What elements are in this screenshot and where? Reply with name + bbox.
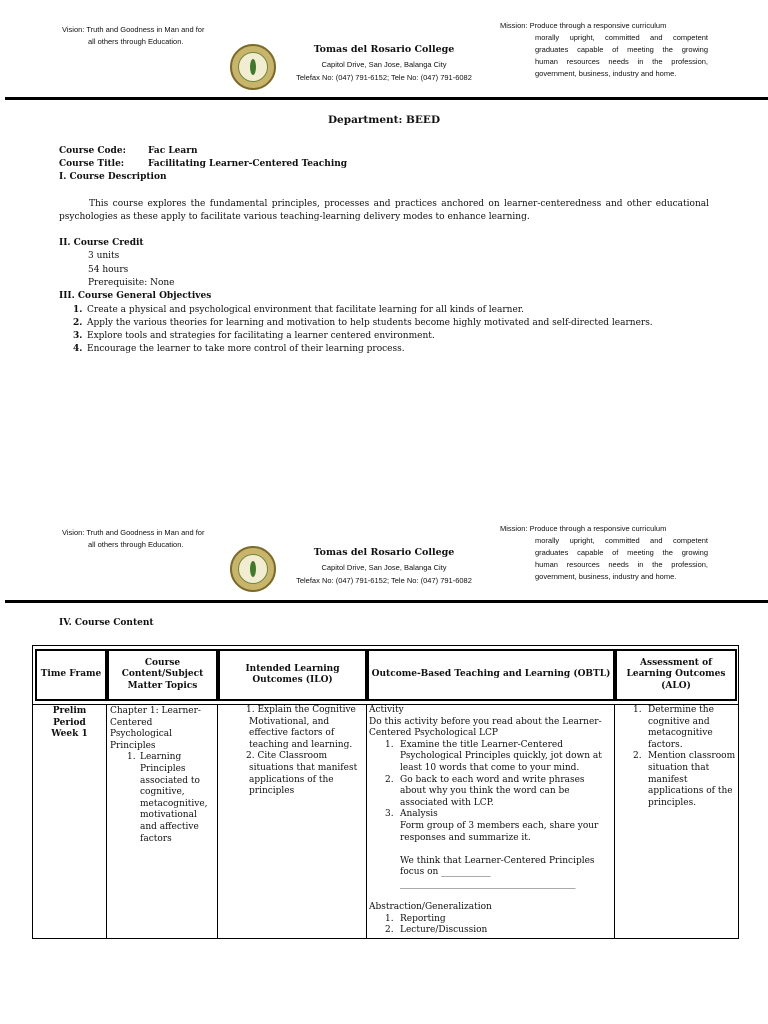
college-address: Capitol Drive, San Jose, Balanga City	[321, 563, 447, 572]
alo-item: 1. Determine the cognitive and metacognitive factors.	[633, 705, 714, 750]
course-title-label: Course Title:	[59, 159, 125, 169]
obtl-cell	[369, 705, 613, 937]
column-header-alo: Assessment of Learning Outcomes (ALO)	[615, 649, 737, 701]
abstraction-item: 2. Lecture/Discussion	[385, 925, 488, 936]
vision-statement: Vision: Truth and Goodness in Man and for all others through Education.	[62, 25, 205, 46]
credit-hours: 54 hours	[88, 265, 129, 275]
column-divider	[366, 704, 367, 938]
course-description: This course explores the fundamental principles, processes and practices anchored on learner-centeredness and other educational psychologies as these apply to facilitate various teaching-learning delivery modes to enhance learning.	[59, 199, 709, 222]
abstraction-label: Abstraction/Generalization	[369, 902, 492, 913]
activity-label: Activity	[369, 705, 404, 715]
course-content-heading: IV. Course Content	[59, 618, 154, 628]
objective-item: 4. Encourage the learner to take more control of their learning process.	[73, 344, 405, 354]
activity-steps	[369, 740, 613, 821]
course-title-value: Facilitating Learner-Centered Teaching	[148, 159, 348, 169]
column-divider	[217, 704, 218, 938]
topics-cell	[110, 706, 214, 845]
activity-step: 3. Analysis	[385, 809, 438, 820]
objectives-list	[59, 304, 719, 356]
column-divider	[614, 704, 615, 938]
objective-item: 2. Apply the various theories for learning and motivation to help students become highly motivated and self-directed learners.	[73, 318, 653, 328]
credit-units: 3 units	[88, 251, 120, 261]
abstraction-item: 1. Reporting	[385, 913, 446, 924]
prerequisite: Prerequisite: None	[88, 278, 175, 288]
alo-list	[618, 705, 738, 809]
column-header-ilo: Intended Learning Outcomes (ILO)	[218, 649, 367, 701]
college-contact: Telefax No: (047) 791-6152; Tele No: (047) 791-6082	[296, 73, 472, 82]
answer-line: _______________________________________	[400, 878, 576, 889]
alo-cell	[618, 705, 738, 809]
chapter-title: Chapter 1: Learner-Centered Psychological Principles	[110, 706, 201, 751]
abstraction-list	[369, 914, 613, 937]
column-header-time-frame: Time Frame	[35, 649, 107, 701]
objective-item: 3. Explore tools and strategies for facilitating a learner centered environment.	[73, 331, 435, 341]
column-divider	[106, 704, 107, 938]
header-divider	[5, 97, 768, 100]
mission-statement: Mission: Produce through a responsive curriculum morally upright, committed and competent graduates capable of meeting the growing human resources needs in the profession, government, business, industry and home.	[500, 21, 708, 78]
college-name: Tomas del Rosario College	[313, 547, 455, 558]
course-content-table	[32, 645, 739, 939]
column-header-obtl: Outcome-Based Teaching and Learning (OBTL)	[367, 649, 615, 701]
time-frame-cell: Prelim Period Week 1	[51, 706, 88, 740]
objectives-heading: III. Course General Objectives	[59, 291, 212, 301]
college-seal-logo	[230, 44, 276, 90]
activity-step: 1. Examine the title Learner-Centered Psychological Principles quickly, jot down at least 10 words that come to your mind.	[385, 739, 602, 773]
objective-item: 1. Create a physical and psychological environment that facilitate learning for all kinds of learner.	[73, 305, 524, 315]
column-header-topics: Course Content/Subject Matter Topics	[107, 649, 218, 701]
topic-item: 1. Learning Principles associated to cognitive, metacognitive, motivational and affective factors	[127, 752, 208, 844]
ilo-item: 1. Explain the Cognitive Motivational, and effective factors of teaching and learning.	[246, 705, 356, 750]
college-info	[279, 545, 489, 587]
alo-item: 2. Mention classroom situation that manifest applications of the principles.	[633, 751, 736, 808]
activity-step: 2. Go back to each word and write phrases about why you think the word can be associated with LCP.	[385, 774, 585, 808]
course-code-value: Fac Learn	[148, 146, 198, 156]
activity-intro: Do this activity before you read about the Learner-Centered Psychological LCP	[369, 716, 602, 739]
course-code-label: Course Code:	[59, 146, 126, 156]
description-heading: I. Course Description	[59, 172, 167, 182]
lcp-statement: We think that Learner-Centered Principles focus on ___________	[400, 855, 595, 878]
ilo-item: 2. Cite Classroom situations that manifest applications of the principles	[246, 751, 358, 797]
mission-statement: Mission: Produce through a responsive curriculum morally upright, committed and competent graduates capable of meeting the growing human resources needs in the profession, government, business, industry and home.	[500, 524, 708, 581]
department-title: Department: BEED	[327, 114, 441, 126]
header-divider	[5, 600, 768, 603]
analysis-detail: Form group of 3 members each, share your responses and summarize it.	[400, 820, 599, 843]
credit-heading: II. Course Credit	[59, 238, 144, 248]
college-seal-logo	[230, 546, 276, 592]
college-address: Capitol Drive, San Jose, Balanga City	[321, 60, 447, 69]
college-contact: Telefax No: (047) 791-6152; Tele No: (047) 791-6082	[296, 576, 472, 585]
college-name: Tomas del Rosario College	[313, 44, 455, 55]
vision-statement: Vision: Truth and Goodness in Man and for all others through Education.	[62, 528, 205, 549]
college-info	[279, 42, 489, 84]
ilo-cell	[230, 705, 363, 798]
